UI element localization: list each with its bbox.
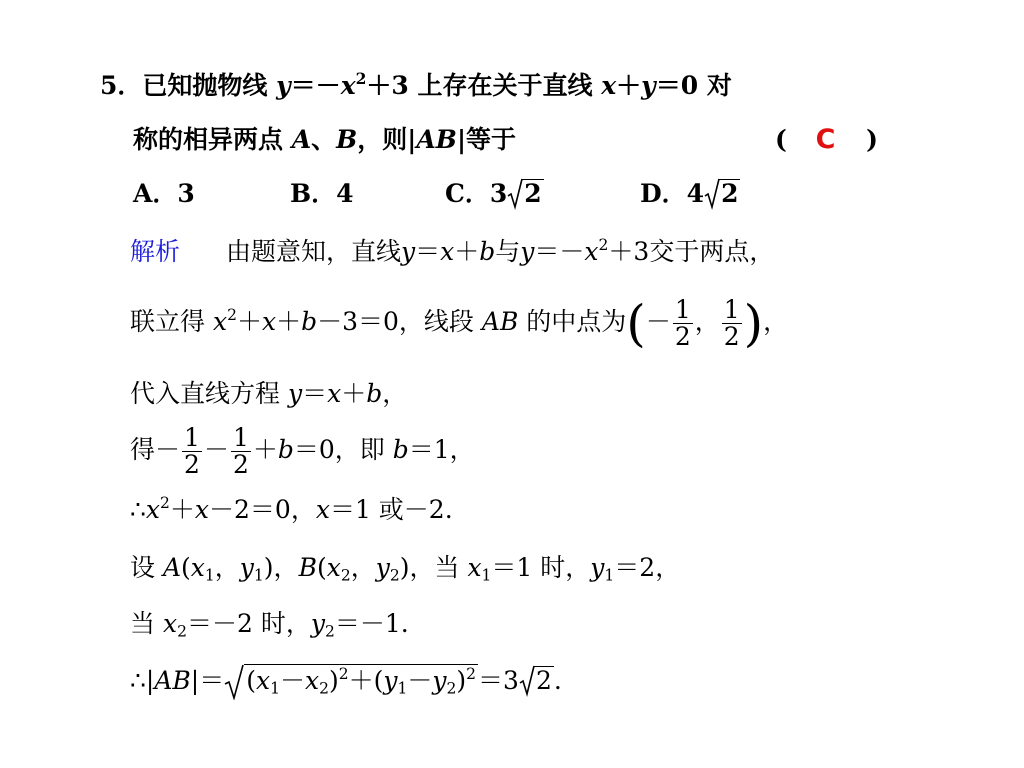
- solution-text: 由题意知，直线: [225, 237, 401, 266]
- solution-text: 当: [434, 553, 460, 582]
- solution-text: ，即: [334, 435, 385, 464]
- solution-line-1: 解析 由题意知，直线y＝x＋b与$y=-x^2+3$交于两点，: [130, 235, 775, 266]
- solution-text: 时，: [260, 609, 311, 638]
- solution-line-2: 联立得 $x^2+x+b-3=0$，线段 AB 的中点为(－ $\frac{1}{2}$ ， $\frac{1}{2}$ )，: [130, 294, 789, 353]
- point-b: B: [336, 125, 358, 154]
- fraction: [182, 425, 202, 478]
- solution-line-7: 当 $x_2=-2$ 时，$y_2=-1$.: [130, 609, 409, 641]
- point-a: A: [291, 125, 312, 154]
- problem-line-1: [100, 70, 732, 102]
- fraction: [722, 297, 742, 350]
- fraction: [673, 297, 693, 350]
- fraction-den: 2: [674, 322, 691, 351]
- problem-text: |等于: [456, 125, 517, 154]
- math-line: x＋y＝0: [601, 71, 699, 100]
- problem-text: 对: [706, 71, 732, 100]
- fraction-den: 2: [723, 322, 740, 351]
- segment-ab: AB: [416, 125, 457, 154]
- right-paren: ): [743, 294, 764, 353]
- left-paren: (: [626, 294, 646, 353]
- sqrt-sign: [519, 665, 554, 697]
- solution-text: 交于两点，: [649, 237, 775, 266]
- solution-line-6: 设 $A(x_1$，$y_1$)，$B(x_2$，$y_2$)，当 $x_1=1$ 时，$y_1=2$，: [130, 553, 681, 585]
- fraction-num: 1: [674, 295, 691, 324]
- sqrt-sign: [507, 178, 543, 210]
- sqrt-sign: [704, 178, 740, 210]
- option-b-label: B．4: [290, 179, 354, 208]
- problem-number: 5．: [100, 71, 143, 100]
- option-d-radicand: 2: [721, 179, 739, 208]
- fraction-den: 2: [184, 450, 200, 479]
- sqrt-radicand: 2: [535, 666, 552, 695]
- solution-text: 代入直线方程: [130, 379, 281, 408]
- option-d-label: D．4: [640, 179, 705, 208]
- answer-open-paren: (: [775, 125, 787, 154]
- problem-text: ，则|: [357, 125, 417, 154]
- answer-bracket: [775, 124, 878, 156]
- problem-text: 已知抛物线: [142, 71, 268, 100]
- solution-text: |＝: [190, 666, 225, 695]
- solution-text: 时，: [540, 553, 591, 582]
- distance-radicand: $(x_1-x_2)^2+(y_1-y_2)^2$: [246, 664, 477, 698]
- solution-text: 当: [130, 609, 156, 638]
- solution-line-8: ∴|AB|＝ $(x_1-x_2)^2+(y_1-y_2)^2=3$ 2.: [130, 664, 562, 698]
- solution-tag: 解析: [130, 237, 181, 266]
- problem-text: 称的相异两点: [133, 125, 284, 154]
- option-d: [640, 178, 740, 210]
- fraction-num: 1: [232, 423, 249, 452]
- answer-letter: C: [815, 124, 836, 155]
- option-c: [445, 178, 544, 210]
- math-parabola: $y=-x^2+3$: [276, 68, 409, 100]
- option-b: [290, 178, 354, 210]
- sqrt-sign: [224, 664, 478, 697]
- therefore-symbol: ∴: [130, 495, 146, 524]
- solution-text: 或－2.: [378, 495, 453, 524]
- option-c-radicand: 2: [524, 179, 542, 208]
- problem-text: 上存在关于直线: [417, 71, 593, 100]
- solution-line-5: $\therefore x^2+x-2=0$，x＝1 或－2.: [130, 493, 453, 524]
- solution-text: ，线段: [398, 307, 474, 336]
- fraction-num: 1: [723, 295, 740, 324]
- solution-text: 得: [130, 435, 156, 464]
- problem-text: 、: [311, 125, 337, 154]
- option-c-label: C．3: [445, 179, 508, 208]
- solution-text: 联立得: [130, 307, 206, 336]
- solution-text: 设: [130, 553, 156, 582]
- solution-line-4: 得－ $\frac{1}{2}$ － $\frac{1}{2}$ ＋b＝0，即 b＝1，: [130, 423, 475, 479]
- answer-close-paren: ): [866, 125, 878, 154]
- therefore-symbol: ∴|: [130, 666, 155, 695]
- solution-line-3: 代入直线方程 y＝x＋b，: [130, 379, 408, 408]
- fraction-den: 2: [232, 450, 249, 479]
- solution-text: 与: [495, 237, 521, 266]
- fraction-num: 1: [184, 423, 200, 452]
- fraction: [231, 425, 251, 478]
- option-a: [133, 178, 195, 210]
- solution-text: 的中点为: [526, 307, 627, 336]
- option-a-label: A．3: [133, 179, 195, 208]
- problem-line-2: [133, 124, 516, 156]
